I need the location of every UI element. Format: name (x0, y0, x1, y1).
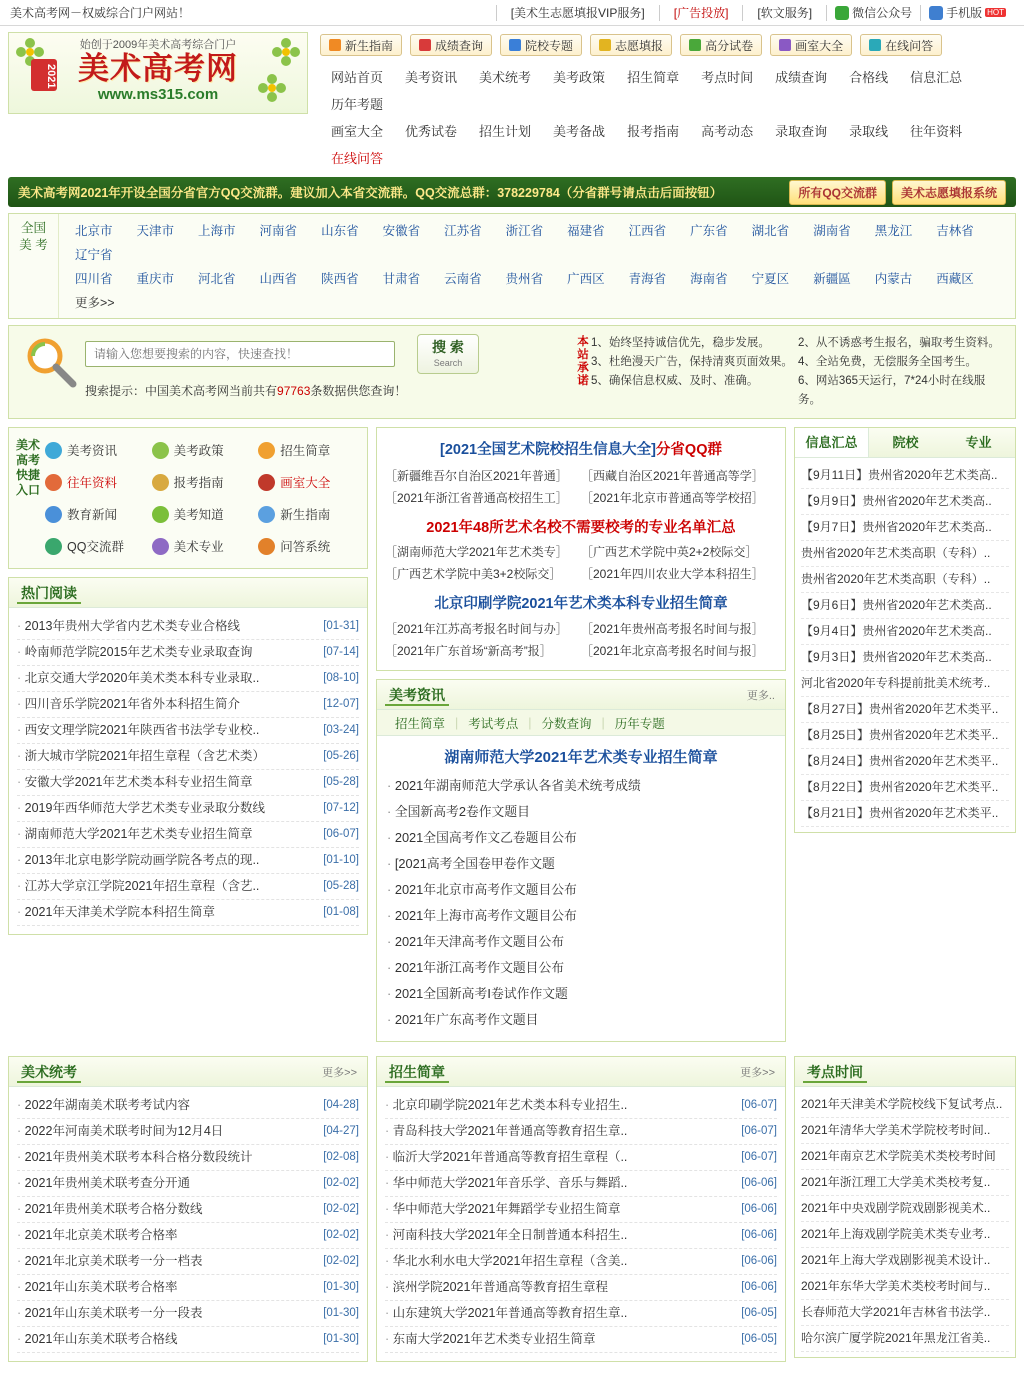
feature-pair[interactable]: ［新疆维吾尔自治区2021年普通］ ［西藏自治区2021年普通高等学］ (385, 469, 764, 483)
list-item[interactable]: · 2013年贵州大学省内艺术类专业合格线 [01-31] (17, 614, 359, 640)
score-icon (419, 39, 431, 51)
list-item[interactable]: 2021年南京艺术学院美术类校考时间 (801, 1144, 1009, 1170)
magnifier-icon (19, 334, 85, 392)
list-item[interactable]: · 华北水利水电大学2021年招生章程（含美.. [06-06] (385, 1249, 777, 1275)
feature-headline-1[interactable] (385, 434, 777, 465)
nav-row-1 (318, 63, 1016, 117)
info-summary-list (795, 458, 1015, 832)
policy-icon (152, 442, 169, 459)
hot-read-title: 热门阅读 (9, 583, 89, 603)
header-right (308, 32, 1016, 171)
province-anhui[interactable]: 安徽省 (382, 224, 421, 238)
quick-entry-grid (43, 434, 363, 562)
logo-year-badge: 2021 (31, 59, 57, 91)
promise-item: 3、杜绝漫天广告，保持清爽页面效果。 (591, 356, 793, 368)
province-shanghai[interactable]: 上海市 (198, 224, 236, 238)
qq-banner-text: 美术高考网2021年开设全国分省官方QQ交流群。建议加入本省交流群。QQ交流总群：378229784（分省群号请点击后面按钮） (18, 186, 723, 200)
meikao-news-list (377, 773, 785, 1041)
middle-column (376, 427, 786, 1042)
book-icon (258, 506, 275, 523)
list-item[interactable]: · 华中师范大学2021年音乐学、音乐与舞蹈.. [06-06] (385, 1171, 777, 1197)
list-item[interactable]: · 2021年山东美术联考合格率 [01-30] (17, 1275, 359, 1301)
quick-item-meikao-news[interactable]: 美考资讯 (43, 434, 150, 466)
tab-majors[interactable]: 专业 (965, 435, 992, 450)
province-heilongjiang[interactable]: 黑龙江 (874, 224, 913, 238)
question-icon (152, 506, 169, 523)
center-feature-box (376, 427, 786, 671)
topbar-link-softtext-label: [软文服务] (757, 6, 813, 20)
nav-tongkao[interactable]: 美术统考 (479, 70, 532, 85)
nav-luquxian[interactable]: 录取线 (849, 124, 889, 139)
list-item[interactable]: 2021年清华大学美术学院校考时间.. (801, 1118, 1009, 1144)
quick-item-qq[interactable]: QQ交流群 (43, 530, 150, 562)
left-column (8, 427, 368, 1042)
header-btn-zaixian[interactable]: 在线问答 (860, 34, 942, 56)
list-item[interactable]: 【9月3日】贵州省2020年艺术类高.. (801, 645, 1009, 671)
list-item[interactable]: 长春师范大学2021年吉林省书法学.. (801, 1300, 1009, 1326)
province-hebei[interactable]: 河北省 (198, 272, 236, 286)
list-item[interactable]: · 全国新高考2卷作文题目 (387, 799, 775, 825)
list-item[interactable]: · 山东建筑大学2021年普通高等教育招生章.. [06-05] (385, 1301, 777, 1327)
feature-pair[interactable]: ［2021年浙江省普通高校招生工］ ［2021年北京市普通高等学校招］ (385, 491, 764, 505)
list-item[interactable]: · 东南大学2021年艺术类专业招生简章 [06-05] (385, 1327, 777, 1353)
meikao-news-title: 美考资讯 (377, 685, 457, 705)
nav-home[interactable]: 网站首页 (331, 70, 384, 85)
globe-icon (45, 506, 62, 523)
promise-items (591, 334, 1005, 410)
list-item[interactable]: · 2021年浙江高考作文题目公布 (387, 955, 775, 981)
list-item[interactable]: · 2013年北京电影学院动画学院各考点的现.. [01-10] (17, 848, 359, 874)
topbar-link-ads-label: [广告投放] (673, 6, 729, 20)
site-name: 美术高考网－权威综合门户网站！ (10, 6, 191, 20)
list-item[interactable]: · [2021高考全国卷甲卷作文题 (387, 851, 775, 877)
quick-entry-panel (8, 427, 368, 569)
nav-xinxi[interactable]: 信息汇总 (910, 70, 963, 85)
province-jiangsu[interactable]: 江苏省 (444, 224, 482, 238)
hot-badge: HOT (987, 8, 1004, 17)
qq-icon (45, 538, 62, 555)
hot-read-panel (8, 577, 368, 935)
nav-jihua[interactable]: 招生计划 (479, 124, 532, 139)
list-item[interactable]: · 2021年山东美术联考一分一段表 [01-30] (17, 1301, 359, 1327)
list-item[interactable]: 2021年上海大学戏剧影视美术设计.. (801, 1248, 1009, 1274)
tab-info-summary[interactable]: 信息汇总 (795, 428, 869, 457)
list-item[interactable]: · 2021全国新高考Ⅰ卷试作作文题 (387, 981, 775, 1007)
feature-headline-1-left: [2021全国艺术院校招生信息大全] (440, 442, 656, 458)
flower-icon (271, 37, 301, 67)
quick-item-policy[interactable]: 美考政策 (150, 434, 257, 466)
list-item[interactable]: 【8月21日】贵州省2020年艺术类平.. (801, 801, 1009, 827)
kaodian-list (795, 1087, 1015, 1357)
compass-icon (152, 474, 169, 491)
province-henan[interactable]: 河南省 (259, 224, 298, 238)
bottom-columns (8, 1056, 1016, 1362)
tab-kaodian[interactable]: 考试考点 (468, 716, 519, 731)
province-links (59, 214, 1015, 318)
site-promise (575, 334, 1005, 410)
bottom-right-column (794, 1056, 1016, 1362)
tongkao-list (9, 1087, 367, 1361)
quick-item-zhaosheng[interactable]: 招生简章 (256, 434, 363, 466)
nav-youxiu[interactable]: 优秀试卷 (405, 124, 458, 139)
list-item[interactable]: · 青岛科技大学2021年普通高等教育招生章.. [06-07] (385, 1119, 777, 1145)
list-item[interactable]: · 2022年河南美术联考时间为12月4日 [04-27] (17, 1119, 359, 1145)
meikao-news-more[interactable]: 更多.. (746, 689, 775, 702)
zhaosheng-list (377, 1087, 785, 1361)
tongkao-title: 美术统考 (9, 1062, 89, 1082)
list-item[interactable]: · 江苏大学京江学院2021年招生章程（含艺.. [05-28] (17, 874, 359, 900)
list-item[interactable]: 贵州省2020年艺术类高职（专科）.. (801, 541, 1009, 567)
list-item[interactable]: 2021年中央戏剧学院戏剧影视美术.. (801, 1196, 1009, 1222)
header-btn-zhiyuan[interactable]: 志愿填报 (590, 34, 672, 56)
info-summary-tabs (795, 428, 1015, 458)
list-item[interactable]: 哈尔滨广厦学院2021年黑龙江省美.. (801, 1326, 1009, 1352)
search-input-row (85, 334, 575, 374)
list-item[interactable]: · 北京交通大学2020年美术类本科专业录取.. [08-10] (17, 666, 359, 692)
province-neimenggu[interactable]: 内蒙古 (874, 272, 913, 286)
province-label-line2: 美 考 (19, 238, 48, 252)
logo-slogan: 始创于2009年美术高考综合门户 (79, 39, 237, 51)
mobile-label: 手机版 (946, 6, 983, 20)
paper-icon (689, 39, 701, 51)
promise-item: 2、从不诱惑考生报名，骗取考生资料。 (798, 337, 1000, 349)
header-button-row (318, 32, 1016, 63)
province-guangdong[interactable]: 广东省 (690, 224, 728, 238)
all-qq-groups-button[interactable]: 所有QQ交流群 (789, 180, 886, 205)
province-label (9, 214, 59, 318)
list-item[interactable]: 【9月4日】贵州省2020年艺术类高.. (801, 619, 1009, 645)
zhaosheng-header (377, 1057, 785, 1087)
nav-luqu-chaxun[interactable]: 录取查询 (775, 124, 828, 139)
province-row-2 (63, 266, 1015, 314)
province-beijing[interactable]: 北京市 (75, 224, 113, 238)
header (0, 26, 1024, 171)
quick-item-archive[interactable]: 往年资料 (43, 466, 150, 498)
zhaosheng-more[interactable]: 更多>> (740, 1066, 775, 1079)
province-jilin[interactable]: 吉林省 (936, 224, 974, 238)
guide-icon (329, 39, 341, 51)
right-column (794, 427, 1016, 1042)
feature-headline-3[interactable]: 北京印刷学院2021年艺术类本科专业招生简章 (434, 596, 728, 612)
province-fujian[interactable]: 福建省 (567, 224, 605, 238)
list-item[interactable]: · 2021年广东高考作文题目 (387, 1007, 775, 1033)
logo-url: www.ms315.com (97, 86, 219, 103)
major-icon (152, 538, 169, 555)
list-item[interactable]: 【9月9日】贵州省2020年艺术类高.. (801, 489, 1009, 515)
wechat-label: 微信公众号 (852, 6, 913, 20)
list-item[interactable]: · 2021年贵州美术联考本科合格分数段统计 [02-08] (17, 1145, 359, 1171)
bottom-spacer (0, 1362, 1024, 1378)
nav-news[interactable]: 美考资讯 (405, 70, 458, 85)
feature-pair[interactable]: ［广西艺术学院中美3+2校际交］ ［2021年四川农业大学本科招生］ (385, 567, 764, 581)
tab-zhaosheng[interactable]: 招生简章 (395, 716, 446, 731)
topbar-link-ads[interactable] (659, 5, 743, 21)
province-guizhou[interactable]: 贵州省 (505, 272, 544, 286)
header-btn-huashi[interactable]: 画室大全 (770, 34, 852, 56)
topbar-link-vip[interactable] (496, 5, 659, 21)
list-item[interactable]: · 2021年北京美术联考合格率 [02-02] (17, 1223, 359, 1249)
search-input[interactable] (85, 341, 395, 367)
province-chongqing[interactable]: 重庆市 (136, 272, 175, 286)
list-item[interactable]: 【8月27日】贵州省2020年艺术类平.. (801, 697, 1009, 723)
search-button-sub: Search (433, 358, 463, 368)
list-item[interactable]: · 2021年天津高考作文题目公布 (387, 929, 775, 955)
list-item[interactable]: 【9月7日】贵州省2020年艺术类高.. (801, 515, 1009, 541)
province-label-line1: 全国 (20, 221, 46, 235)
archive-icon (45, 474, 62, 491)
promise-label: 本站承诺 (577, 336, 589, 387)
list-item[interactable]: · 临沂大学2021年普通高等教育招生章程（.. [06-07] (385, 1145, 777, 1171)
quick-item-baokao[interactable]: 报考指南 (150, 466, 257, 498)
list-item[interactable]: · 2021年贵州美术联考合格分数线 [02-02] (17, 1197, 359, 1223)
school-icon (509, 39, 521, 51)
wechat-icon (835, 6, 849, 20)
quick-entry-title: 美术高考快捷入口 (15, 438, 40, 497)
search-button-label: 搜 索 (432, 339, 464, 355)
feature-pair[interactable]: ［2021年广东首场“新高考”报］ ［2021年北京高考报名时间与报］ (385, 644, 764, 658)
tongkao-header (9, 1057, 367, 1087)
kaodian-title: 考点时间 (795, 1062, 875, 1082)
tongkao-more[interactable]: 更多>> (322, 1066, 357, 1079)
promise-item: 6、网站365天运行，7*24小时在线服务。 (798, 375, 986, 406)
search-left (85, 334, 575, 399)
search-tip (85, 374, 575, 399)
meikao-feature-title[interactable]: 湖南师范大学2021年艺术类专业招生简章 (444, 749, 718, 766)
list-item[interactable]: · 2021年上海市高考作文题目公布 (387, 903, 775, 929)
province-zhejiang[interactable]: 浙江省 (505, 224, 544, 238)
hot-read-list (9, 608, 367, 934)
zhaosheng-panel (376, 1056, 786, 1362)
list-item[interactable]: · 浙大城市学院2021年招生章程（含艺术类） [05-26] (17, 744, 359, 770)
search-tip-before: 搜索提示：中国美术高考网当前共有 (85, 384, 278, 398)
nav-lnkt[interactable]: 历年考题 (331, 97, 384, 112)
nav-zaixian-wenda[interactable]: 在线问答 (331, 151, 384, 166)
province-shanxi[interactable]: 山西省 (259, 272, 298, 286)
list-item[interactable]: 2021年东华大学美术类校考时间与.. (801, 1274, 1009, 1300)
list-item[interactable]: · 2021年湖南师范大学承认各省美术统考成绩 (387, 773, 775, 799)
list-item[interactable]: · 四川音乐学院2021年省外本科招生简介 [12-07] (17, 692, 359, 718)
province-qinghai[interactable]: 青海省 (628, 272, 667, 286)
nav-row-2 (318, 117, 1016, 171)
province-box (8, 213, 1016, 319)
nav-dongtai[interactable]: 高考动态 (701, 124, 754, 139)
list-item[interactable]: · 滨州学院2021年普通高等教育招生章程 [06-06] (385, 1275, 777, 1301)
list-item[interactable]: · 2022年湖南美术联考考试内容 [04-28] (17, 1093, 359, 1119)
list-item[interactable]: · 2021年贵州美术联考查分开通 [02-02] (17, 1171, 359, 1197)
hot-read-header (9, 578, 367, 608)
nav-policy[interactable]: 美考政策 (553, 70, 606, 85)
qa-icon (869, 39, 881, 51)
promise-item: 5、确保信息权威、及时、准确。 (591, 375, 759, 387)
list-item[interactable]: · 2021年天津美术学院本科招生简章 [01-08] (17, 900, 359, 926)
list-item[interactable]: 【8月22日】贵州省2020年艺术类平.. (801, 775, 1009, 801)
feature-pair[interactable]: ［湖南师范大学2021年艺术类专］ ［广西艺术学院中英2+2校际交］ (385, 545, 758, 559)
province-yunnan[interactable]: 云南省 (444, 272, 482, 286)
nav-beizhan[interactable]: 美考备战 (553, 124, 606, 139)
province-jiangxi[interactable]: 江西省 (628, 224, 667, 238)
quick-item-major[interactable]: 美术专业 (150, 530, 257, 562)
list-item[interactable]: · 2021全国高考作文乙卷题目公布 (387, 825, 775, 851)
province-gansu[interactable]: 甘肃省 (382, 272, 421, 286)
list-item[interactable]: · 北京印刷学院2021年艺术类本科专业招生.. [06-07] (385, 1093, 777, 1119)
list-item[interactable]: 河北省2020年专科提前批美术统考.. (801, 671, 1009, 697)
wish-system-button[interactable]: 美术志愿填报系统 (892, 180, 1006, 205)
palette-icon (258, 474, 275, 491)
province-liaoning[interactable]: 辽宁省 (75, 248, 113, 262)
province-tianjin[interactable]: 天津市 (136, 224, 175, 238)
quick-item-know[interactable]: 美考知道 (150, 498, 257, 530)
nav-zhaosheng[interactable]: 招生简章 (627, 70, 680, 85)
tongkao-panel (8, 1056, 368, 1362)
chat-icon (258, 538, 275, 555)
province-hubei[interactable]: 湖北省 (751, 224, 790, 238)
nav-chengji[interactable]: 成绩查询 (775, 70, 828, 85)
search-button[interactable] (417, 334, 479, 374)
header-btn-gaofen[interactable]: 高分试卷 (680, 34, 762, 56)
province-guangxi[interactable]: 广西区 (567, 272, 605, 286)
header-btn-xinsheng[interactable]: 新生指南 (320, 34, 402, 56)
meikao-news-panel (376, 679, 786, 1042)
kaodian-header (795, 1057, 1015, 1087)
list-item[interactable]: · 2021年北京市高考作文题目公布 (387, 877, 775, 903)
province-sichuan[interactable]: 四川省 (75, 272, 113, 286)
list-item[interactable]: 【8月24日】贵州省2020年艺术类平.. (801, 749, 1009, 775)
province-more[interactable]: 更多>> (75, 296, 115, 310)
province-hainan[interactable]: 海南省 (690, 272, 728, 286)
search-tip-after: 条数据供您查询！ (310, 384, 407, 398)
meikao-news-header (377, 680, 785, 710)
list-item[interactable]: · 西安文理学院2021年陕西省书法学专业校.. [03-24] (17, 718, 359, 744)
promise-item: 4、全站免费，无偿服务全国考生。 (798, 356, 977, 368)
tab-colleges[interactable]: 院校 (892, 435, 919, 450)
quick-item-freshman[interactable]: 新生指南 (256, 498, 363, 530)
header-btn-chengji[interactable]: 成绩查询 (410, 34, 492, 56)
search-box (8, 325, 1016, 419)
province-xinjiang[interactable]: 新疆區 (813, 272, 851, 286)
list-item[interactable]: · 河南科技大学2021年全日制普通本科招生.. [06-06] (385, 1223, 777, 1249)
feature-pair[interactable]: ［2021年江苏高考报名时间与办］ ［2021年贵州高考报名时间与报］ (385, 622, 764, 636)
province-ningxia[interactable]: 宁夏区 (751, 272, 790, 286)
studio-icon (779, 39, 791, 51)
topbar-link-vip-label: [美术生志愿填报VIP服务] (510, 6, 645, 20)
bottom-left-column (8, 1056, 368, 1362)
list-item[interactable]: 【9月11日】贵州省2020年艺术类高.. (801, 463, 1009, 489)
nav-huashi[interactable]: 画室大全 (331, 124, 384, 139)
topbar-link-softtext[interactable] (742, 5, 826, 21)
logo-title: 美术高考网 (78, 51, 238, 86)
phone-icon (929, 6, 943, 20)
news-icon (45, 442, 62, 459)
province-shandong[interactable]: 山东省 (321, 224, 359, 238)
list-item[interactable]: · 2019年西华师范大学艺术类专业录取分数线 [07-12] (17, 796, 359, 822)
list-item[interactable]: 贵州省2020年艺术类高职（专科）.. (801, 567, 1009, 593)
header-btn-yuanxiao[interactable]: 院校专题 (500, 34, 582, 56)
top-bar (0, 0, 1024, 26)
quick-item-edu-news[interactable]: 教育新闻 (43, 498, 150, 530)
nav-kaodian[interactable]: 考点时间 (701, 70, 754, 85)
quick-item-qa-system[interactable]: 问答系统 (256, 530, 363, 562)
list-item[interactable]: 2021年天津美术学院校线下复试考点.. (801, 1092, 1009, 1118)
list-item[interactable]: 2021年浙江理工大学美术类校考复.. (801, 1170, 1009, 1196)
promise-item: 1、始终坚持诚信优先，稳步发展。 (591, 337, 770, 349)
feature-headline-1-right: 分省QQ群 (655, 442, 722, 458)
province-xizang[interactable]: 西藏区 (936, 272, 974, 286)
nav-baokao[interactable]: 报考指南 (627, 124, 680, 139)
list-item[interactable]: 2021年上海戏剧学院美术类专业考.. (801, 1222, 1009, 1248)
province-shaanxi[interactable]: 陕西省 (321, 272, 359, 286)
qq-banner (8, 177, 1016, 207)
list-item[interactable]: 【9月6日】贵州省2020年艺术类高.. (801, 593, 1009, 619)
feature-headline-2[interactable]: 2021年48所艺术名校不需要校考的专业名单汇总 (426, 520, 736, 536)
info-summary-panel (794, 427, 1016, 833)
site-logo[interactable] (8, 32, 308, 114)
list-item[interactable]: · 岭南师范学院2015年艺术类专业录取查询 [07-14] (17, 640, 359, 666)
topbar-wechat[interactable] (826, 5, 920, 21)
kaodian-panel (794, 1056, 1016, 1358)
list-item[interactable]: · 2021年北京美术联考一分一档表 [02-02] (17, 1249, 359, 1275)
province-hunan[interactable]: 湖南省 (813, 224, 851, 238)
brochure-icon (258, 442, 275, 459)
meikao-tabs: 招生简章 | 考试考点 | 分数查询 | 历年专题 (377, 710, 785, 736)
quick-item-huashi[interactable]: 画室大全 (256, 466, 363, 498)
list-item[interactable]: · 湖南师范大学2021年艺术类专业招生简章 [06-07] (17, 822, 359, 848)
tab-fenshu[interactable]: 分数查询 (541, 716, 592, 731)
search-tip-count: 97763 (277, 384, 311, 398)
list-item[interactable]: · 安徽大学2021年艺术类本科专业招生简章 [05-28] (17, 770, 359, 796)
tab-lnzt[interactable]: 历年专题 (614, 716, 665, 731)
zhaosheng-title: 招生简章 (377, 1062, 457, 1082)
nav-wangnian[interactable]: 往年资料 (910, 124, 963, 139)
list-item[interactable]: 【8月25日】贵州省2020年艺术类平.. (801, 723, 1009, 749)
bottom-middle-column (376, 1056, 786, 1362)
province-row-1 (63, 218, 1015, 266)
wish-icon (599, 39, 611, 51)
flower-icon (257, 73, 287, 103)
list-item[interactable]: · 华中师范大学2021年舞蹈学专业招生简章 [06-06] (385, 1197, 777, 1223)
main-columns (8, 427, 1016, 1042)
topbar-mobile[interactable] (920, 5, 1014, 21)
list-item[interactable]: · 2021年山东美术联考合格线 [01-30] (17, 1327, 359, 1353)
nav-hegexian[interactable]: 合格线 (849, 70, 889, 85)
